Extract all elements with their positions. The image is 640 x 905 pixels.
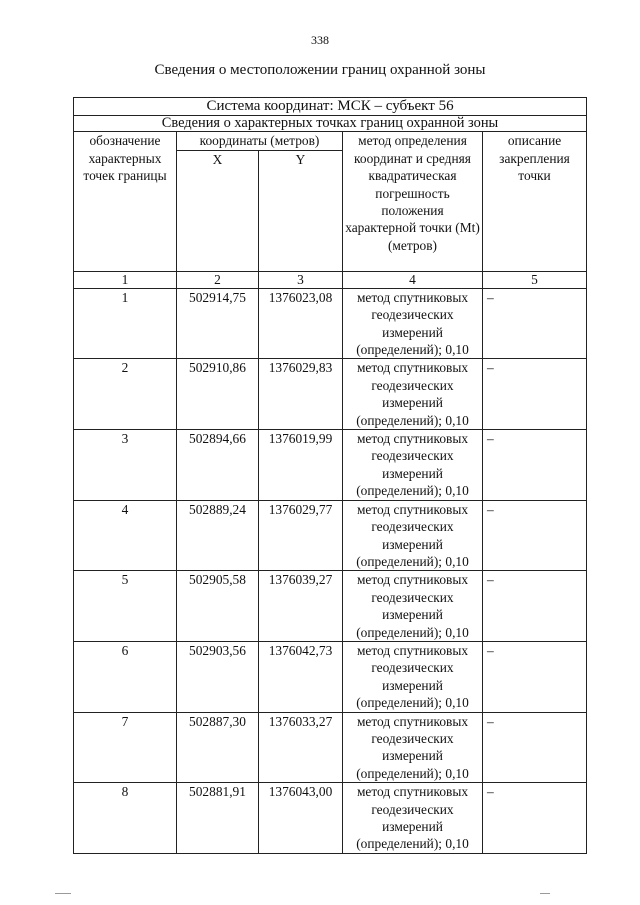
cell-y: 1376023,08 [259, 288, 343, 359]
cell-y: 1376019,99 [259, 430, 343, 501]
cell-method: метод спутниковых геодезических измерений (определений); 0,10 [343, 641, 483, 712]
cell-y: 1376033,27 [259, 712, 343, 783]
table-row [74, 783, 587, 854]
cell-description: – [483, 783, 587, 854]
cell-method: метод спутниковых геодезических измерений (определений); 0,10 [343, 359, 483, 430]
header-description: описание закрепления точки [483, 132, 587, 271]
header-coordinates: координаты (метров) [177, 132, 343, 150]
table-row [74, 712, 587, 783]
cell-x: 502905,58 [177, 571, 259, 642]
cell-description: – [483, 571, 587, 642]
cell-point: 4 [74, 500, 177, 571]
cell-method: метод спутниковых геодезических измерений (определений); 0,10 [343, 712, 483, 783]
column-number: 4 [343, 271, 483, 288]
column-number: 3 [259, 271, 343, 288]
cell-point: 1 [74, 288, 177, 359]
cell-description: – [483, 430, 587, 501]
cell-x: 502887,30 [177, 712, 259, 783]
column-number: 1 [74, 271, 177, 288]
column-number: 2 [177, 271, 259, 288]
cell-x: 502881,91 [177, 783, 259, 854]
page-number: 338 [311, 33, 329, 47]
cell-x: 502894,66 [177, 430, 259, 501]
table-row [74, 288, 587, 359]
cell-point: 2 [74, 359, 177, 430]
cell-point: 5 [74, 571, 177, 642]
column-numbers-row [74, 271, 587, 288]
header-method: метод определения координат и средняя квадратическая погрешность положения характерной точки (Mt) (метров) [343, 132, 483, 271]
boundary-points-table [73, 97, 587, 854]
scan-mark [540, 893, 550, 894]
cell-description: – [483, 712, 587, 783]
cell-method: метод спутниковых геодезических измерений (определений); 0,10 [343, 288, 483, 359]
scan-mark [55, 893, 71, 894]
cell-x: 502910,86 [177, 359, 259, 430]
coordinate-system-label: Система координат: МСК – субъект 56 [74, 98, 587, 116]
table-row [74, 641, 587, 712]
document-title: Сведения о местоположении границ охранной зоны [154, 62, 486, 78]
coordinate-system-row [74, 98, 587, 116]
table-subtitle-row [74, 116, 587, 132]
header-row [74, 132, 587, 150]
cell-description: – [483, 288, 587, 359]
table-row [74, 571, 587, 642]
header-y: Y [259, 150, 343, 271]
cell-point: 3 [74, 430, 177, 501]
cell-description: – [483, 641, 587, 712]
cell-y: 1376042,73 [259, 641, 343, 712]
column-number: 5 [483, 271, 587, 288]
cell-y: 1376039,27 [259, 571, 343, 642]
cell-point: 6 [74, 641, 177, 712]
cell-x: 502914,75 [177, 288, 259, 359]
cell-y: 1376043,00 [259, 783, 343, 854]
cell-method: метод спутниковых геодезических измерений (определений); 0,10 [343, 571, 483, 642]
header-point-designation: обозначение характерных точек границы [74, 132, 177, 271]
cell-method: метод спутниковых геодезических измерений (определений); 0,10 [343, 500, 483, 571]
table-row [74, 359, 587, 430]
cell-x: 502903,56 [177, 641, 259, 712]
scan-edge-marks [0, 893, 640, 901]
cell-x: 502889,24 [177, 500, 259, 571]
table-subtitle: Сведения о характерных точках границ охранной зоны [74, 116, 587, 132]
cell-point: 7 [74, 712, 177, 783]
header-x: X [177, 150, 259, 271]
cell-method: метод спутниковых геодезических измерений (определений); 0,10 [343, 430, 483, 501]
cell-description: – [483, 359, 587, 430]
cell-y: 1376029,77 [259, 500, 343, 571]
cell-method: метод спутниковых геодезических измерений (определений); 0,10 [343, 783, 483, 854]
table-row [74, 430, 587, 501]
cell-point: 8 [74, 783, 177, 854]
cell-y: 1376029,83 [259, 359, 343, 430]
cell-description: – [483, 500, 587, 571]
table-row [74, 500, 587, 571]
